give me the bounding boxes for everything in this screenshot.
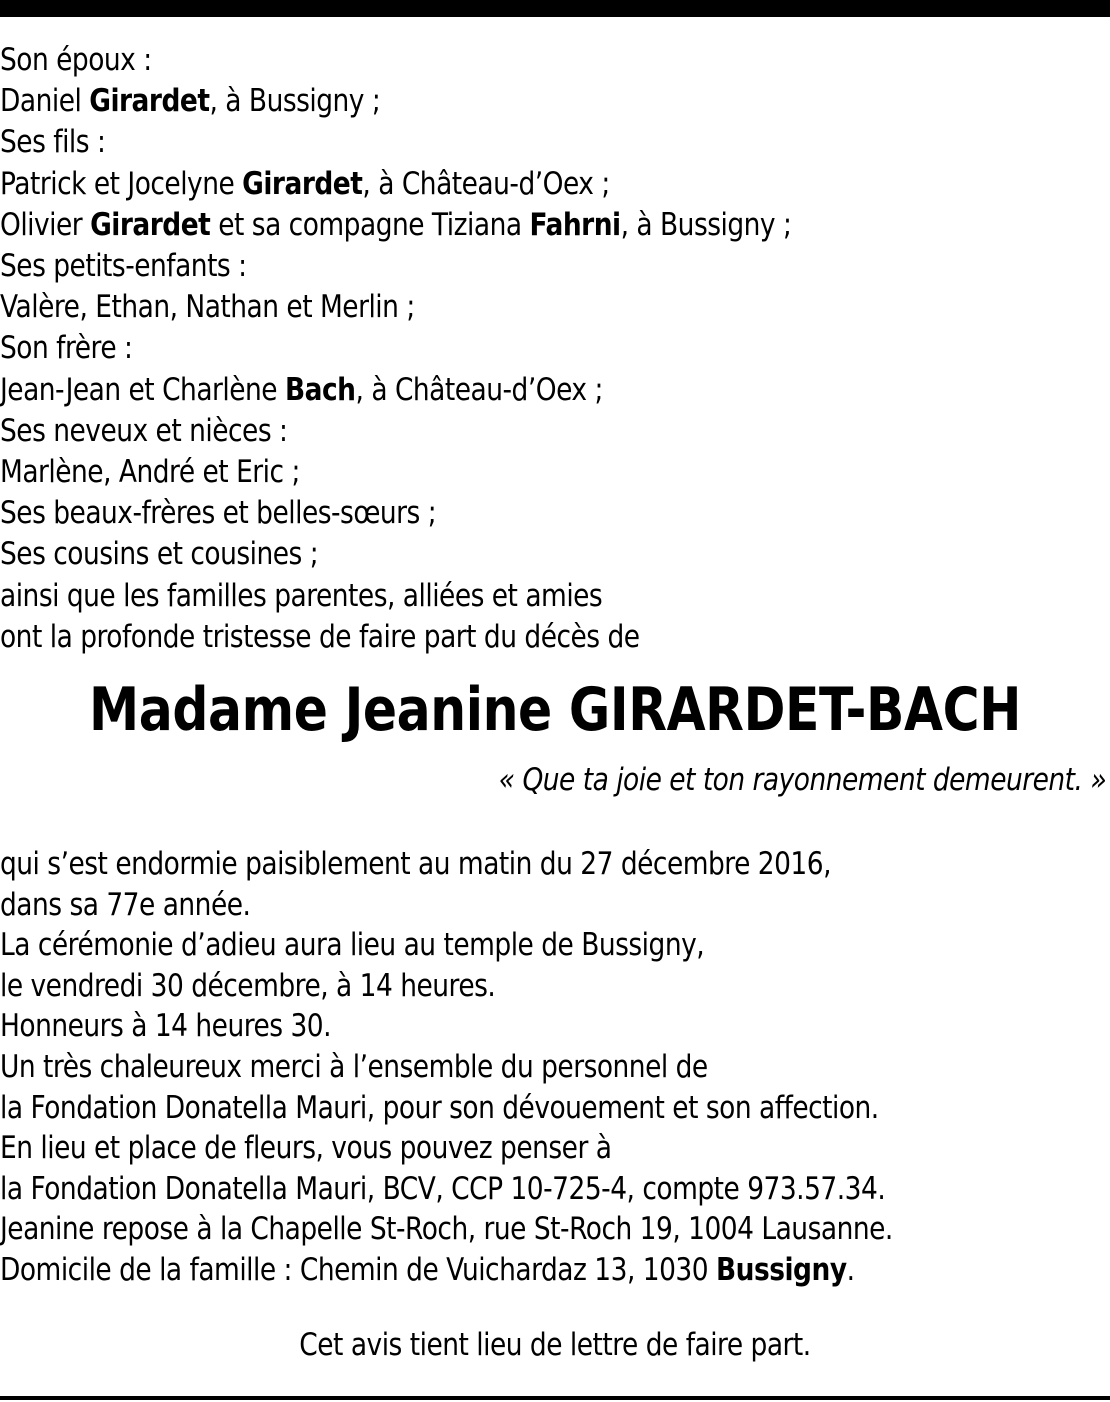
ceremony-details — [0, 844, 1063, 1363]
family-line: Ses petits-enfants : — [0, 248, 247, 285]
detail-line: qui s’est endormie paisiblement au matin du 27 décembre 2016, — [0, 846, 831, 882]
detail-line: la Fondation Donatella Mauri, pour son dévouement et son affection. — [0, 1089, 879, 1126]
surname: Girardet — [89, 83, 210, 120]
surname: Girardet — [90, 206, 211, 243]
family-line: Valère, Ethan, Nathan et Merlin ; — [0, 289, 415, 326]
detail-line: le vendredi 30 décembre, à 14 heures. — [0, 967, 496, 1004]
family-line: ainsi que les familles parentes, alliées et amies — [0, 577, 603, 614]
closing-note: Cet avis tient lieu de lettre de faire part. — [299, 1327, 811, 1363]
family-line: Daniel Girardet, à Bussigny ; — [0, 83, 381, 120]
surname: Girardet — [242, 165, 363, 202]
detail-line: Honneurs à 14 heures 30. — [0, 1008, 332, 1045]
family-line: Ses cousins et cousines ; — [0, 536, 319, 573]
detail-line: Jeanine repose à la Chapelle St-Roch, rue St-Roch 19, 1004 Lausanne. — [0, 1211, 893, 1248]
bottom-rule — [0, 1396, 1110, 1400]
detail-line: Domicile de la famille : Chemin de Vuichardaz 13, 1030 Bussigny. — [0, 1251, 855, 1288]
detail-line: la Fondation Donatella Mauri, BCV, CCP 10-725-4, compte 973.57.34. — [0, 1170, 886, 1207]
memorial-quote: « Que ta joie et ton rayonnement demeurent. » — [498, 762, 1106, 798]
family-line: Son frère : — [0, 330, 133, 367]
family-line: Patrick et Jocelyne Girardet, à Château-d’Oex ; — [0, 165, 610, 202]
family-line: Ses fils : — [0, 124, 106, 161]
surname: Bussigny — [715, 1251, 847, 1288]
family-line: Marlène, André et Eric ; — [0, 454, 300, 491]
detail-line: dans sa 77e année. — [0, 886, 251, 923]
family-line: Olivier Girardet et sa compagne Tiziana Fahrni, à Bussigny ; — [0, 206, 792, 243]
surname: Fahrni — [529, 206, 621, 243]
family-line: ont la profonde tristesse de faire part du décès de — [0, 618, 640, 655]
family-line: Ses neveux et nièces : — [0, 412, 288, 449]
detail-line: Un très chaleureux merci à l’ensemble du personnel de — [0, 1048, 708, 1085]
family-list — [0, 40, 942, 658]
family-line: Jean-Jean et Charlène Bach, à Château-d’Oex ; — [0, 371, 603, 408]
surname: Bach — [284, 371, 356, 408]
deceased-name: Madame Jeanine GIRARDET-BACH — [89, 675, 1021, 745]
family-line: Son époux : — [0, 42, 152, 78]
family-line: Ses beaux-frères et belles-sœurs ; — [0, 495, 437, 532]
detail-line: La cérémonie d’adieu aura lieu au temple de Bussigny, — [0, 927, 705, 964]
top-rule — [0, 0, 1110, 17]
detail-line: En lieu et place de fleurs, vous pouvez penser à — [0, 1130, 612, 1167]
